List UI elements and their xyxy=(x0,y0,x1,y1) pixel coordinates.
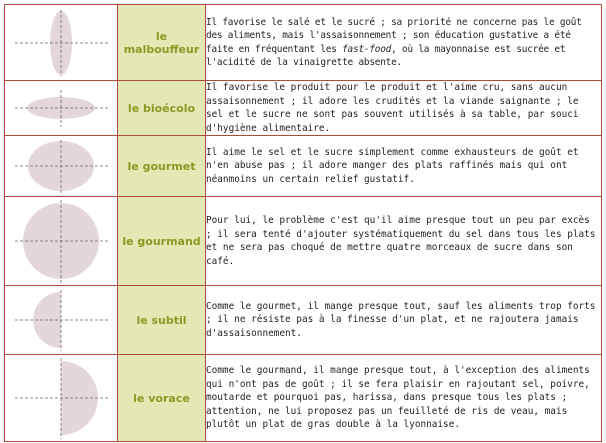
profile-description: Comme le gourmet, il mange presque tout, sauf les aliments trop forts ; il ne résiste pas à la finesse d'un plat, et ne rajoutera jamais d'assaisonnement. xyxy=(206,286,602,355)
profile-name: le gourmand xyxy=(118,197,206,286)
profile-name: le malbouffeur xyxy=(118,5,206,81)
table-row xyxy=(5,81,602,136)
profile-description xyxy=(206,5,602,81)
left-half-circle-diagram xyxy=(5,287,118,354)
profile-description: Il aime le sel et le sucre simplement comme exhausteurs de goût et n'en abuse pas ; il adore manger des plats raffinés mais qui ont néanmoins un certain relief gustatif. xyxy=(206,136,602,197)
table-row xyxy=(5,136,602,197)
profile-description: Il favorise le produit pour le produit et l'aime cru, sans aucun assaisonnement ; il adore les crudités et la viande saignante ; le sel et le sucre ne sont pas souvent utilisés à sa table, par souci d'hygiène alimentaire. xyxy=(206,81,602,136)
profile-description: Comme le gourmand, il mange presque tout, à l'exception des aliments qui n'ont pas de goût ; il se fera plaisir en rajoutant sel, poivre, moutarde et pourquoi pas, harissa, dans presque tous les plats ; attention, ne lui proposez pas un feuilleté de ris de veau, mais plutôt un plat de gras double à la lyonnaise. xyxy=(206,355,602,442)
shape-cell xyxy=(5,81,118,136)
description-italic-term: fast-food xyxy=(342,43,392,55)
shape-cell xyxy=(5,286,118,355)
table-row xyxy=(5,5,602,81)
shape-cell xyxy=(5,197,118,286)
flat-ellipse-diagram xyxy=(5,86,118,131)
table-row xyxy=(5,286,602,355)
shape-cell xyxy=(5,136,118,197)
taste-profile-table-wrapper xyxy=(4,4,601,442)
table-row xyxy=(5,355,602,442)
profile-name: le gourmet xyxy=(118,136,206,197)
right-half-circle-diagram xyxy=(5,356,118,441)
medium-ellipse-diagram xyxy=(5,137,118,196)
shape-cell xyxy=(5,355,118,442)
table-row xyxy=(5,197,602,286)
shape-cell xyxy=(5,5,118,81)
profile-description: Pour lui, le problème c'est qu'il aime presque tout un peu par excès ; il sera tenté d'ajouter systématiquement du sel dans tous les plats et ne sera pas choqué de mettre quatre morceaux de sucre dans son café. xyxy=(206,197,602,286)
profile-name: le subtil xyxy=(118,286,206,355)
profile-name: le bioécolo xyxy=(118,81,206,136)
taste-profile-table xyxy=(4,4,602,442)
description-part: , où la mayonnaise est sucrée et l'acidité de la vinaigrette absente. xyxy=(206,43,566,68)
large-circle-diagram xyxy=(5,198,118,285)
description-part: Il favorise le salé et le sucré ; sa priorité ne concerne pas le goût des aliments, mais l'assaisonnement ; son éducation gustative a été faite en fréquentant les xyxy=(206,16,582,55)
profile-name: le vorace xyxy=(118,355,206,442)
tall-ellipse-diagram xyxy=(5,6,118,80)
